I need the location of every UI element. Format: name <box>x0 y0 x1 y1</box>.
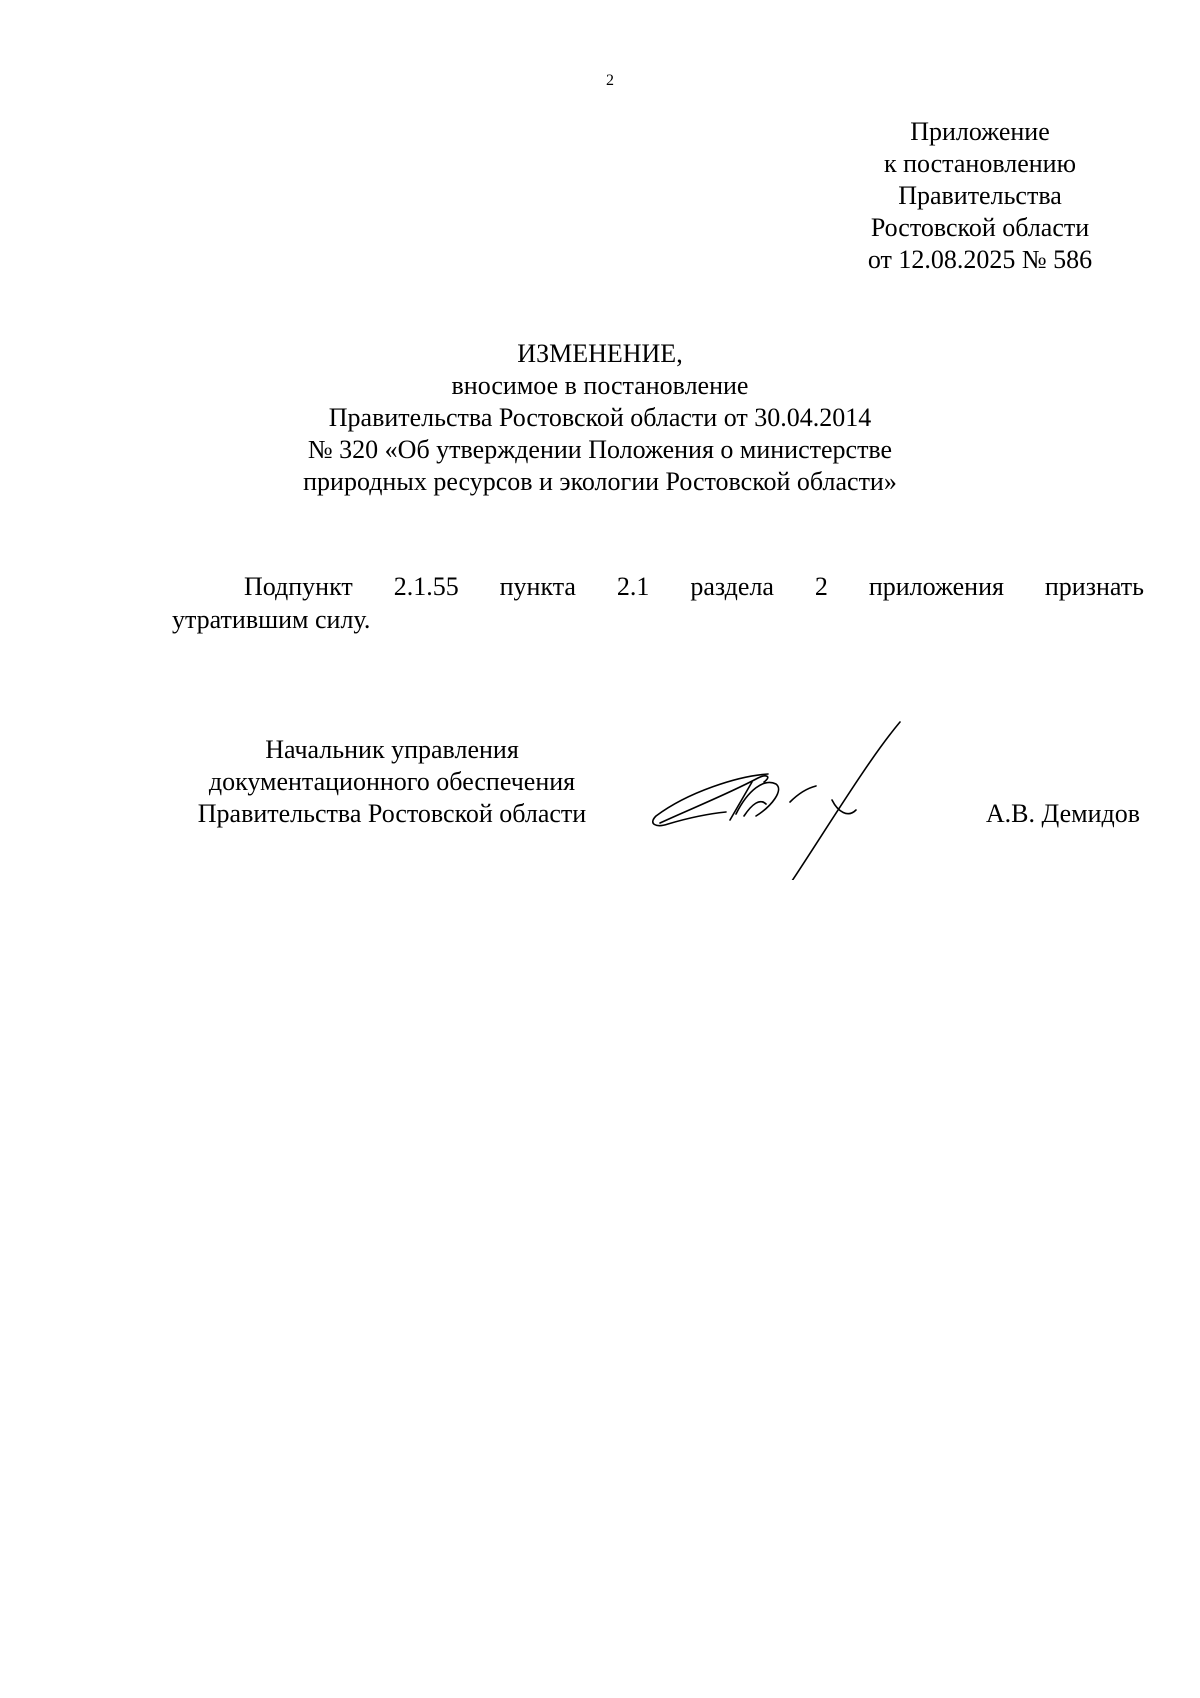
heading-line: природных ресурсов и экологии Ростовской области» <box>303 467 897 496</box>
body-word: признать <box>1044 572 1144 601</box>
document-heading <box>260 338 940 498</box>
body-word: пункта <box>499 572 576 601</box>
body-paragraph <box>172 570 1144 636</box>
signatory-position <box>172 734 612 830</box>
body-word: приложения <box>868 572 1004 601</box>
heading-line: № 320 «Об утверждении Положения о министерстве <box>307 435 893 464</box>
body-line-2: утратившим силу. <box>172 605 371 634</box>
appendix-line: к постановлению <box>883 149 1077 178</box>
body-line-1 <box>172 570 1144 603</box>
handwritten-signature <box>648 720 938 880</box>
appendix-block <box>830 116 1130 276</box>
appendix-line: Ростовской области <box>870 213 1090 242</box>
appendix-line: от 12.08.2025 № 586 <box>867 245 1093 274</box>
body-word: 2 <box>814 572 828 601</box>
signer-name: А.В. Демидов <box>985 799 1140 828</box>
body-word: Подпункт <box>244 572 353 601</box>
appendix-line: Приложение <box>910 117 1050 146</box>
body-word: 2.1.55 <box>393 572 459 601</box>
appendix-line: Правительства <box>898 181 1062 210</box>
position-line: документационного обеспечения <box>208 767 576 796</box>
heading-line: вносимое в постановление <box>451 371 749 400</box>
heading-line: Правительства Ростовской области от 30.04.2014 <box>328 403 872 432</box>
position-line: Начальник управления <box>265 735 519 764</box>
body-word: раздела <box>690 572 774 601</box>
position-line: Правительства Ростовской области <box>197 799 587 828</box>
page-number: 2 <box>606 72 614 89</box>
document-title: ИЗМЕНЕНИЕ, <box>517 339 683 368</box>
body-word: 2.1 <box>616 572 650 601</box>
